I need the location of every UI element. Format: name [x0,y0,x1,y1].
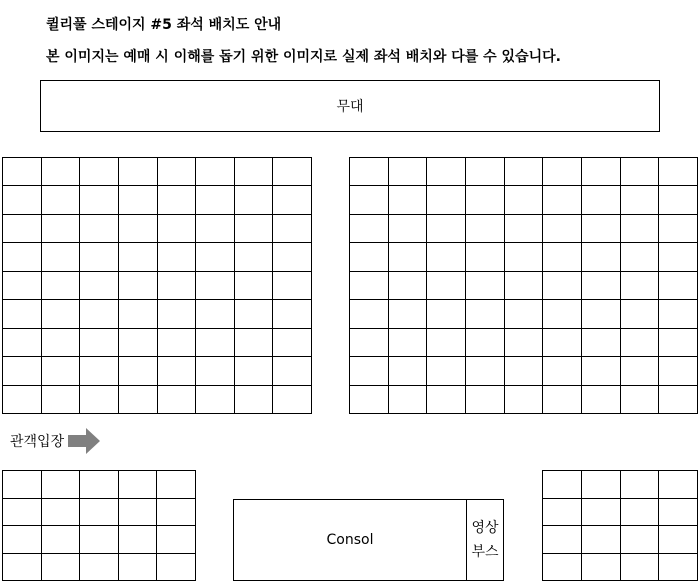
seat [621,386,660,414]
seat [582,357,621,385]
seat [505,272,544,300]
seat [3,526,42,554]
console [233,499,467,581]
seat [427,386,466,414]
seat [80,215,119,243]
entrance [10,428,100,454]
seat [158,329,197,357]
seat [3,300,42,328]
seat [621,215,660,243]
booth-label-line-2: 부스 [471,544,499,560]
seat [273,272,312,300]
seat [582,329,621,357]
seat [582,186,621,214]
seat [427,243,466,271]
seat [582,243,621,271]
seat [621,526,660,554]
seat [582,499,621,527]
seat [543,272,582,300]
seat [119,300,158,328]
seat [196,243,235,271]
seat [158,158,197,186]
seat [389,329,428,357]
seat [543,471,582,499]
seat [158,357,197,385]
seat [3,272,42,300]
seat [42,243,81,271]
seat [235,386,274,414]
seat [621,499,660,527]
seat [235,158,274,186]
seat [659,215,698,243]
seat [466,329,505,357]
seat [505,329,544,357]
seat [196,158,235,186]
seat [42,554,81,582]
seat [196,300,235,328]
stage-label: 무대 [336,99,364,115]
seat [196,272,235,300]
seat [659,243,698,271]
seat [80,499,119,527]
seat [235,186,274,214]
seat [273,243,312,271]
seat [273,329,312,357]
seat [80,386,119,414]
page-title: 퀼리풀 스테이지 #5 좌석 배치도 안내 [46,17,282,33]
seat [80,186,119,214]
seat [621,471,660,499]
seat [659,329,698,357]
seat [3,386,42,414]
seat [582,386,621,414]
seat [582,272,621,300]
seat [158,300,197,328]
seat [42,300,81,328]
seat [389,386,428,414]
seat [543,554,582,582]
stage [40,80,660,132]
seat [3,471,42,499]
seat [543,300,582,328]
entrance-label: 관객입장 [10,434,65,450]
arrow-right-icon [68,428,100,454]
seat [389,158,428,186]
seat [659,526,698,554]
seat-block-rear-left [2,470,196,581]
seat [582,471,621,499]
seat [350,158,389,186]
seat [543,243,582,271]
seat [119,471,158,499]
seat [157,471,196,499]
seat [389,215,428,243]
seat [157,499,196,527]
seat [3,186,42,214]
seat-block-rear-right [542,470,698,581]
seat [80,272,119,300]
seat [543,499,582,527]
seat [350,300,389,328]
seat [3,215,42,243]
seat [582,526,621,554]
seat [235,243,274,271]
seat [119,554,158,582]
seat [427,300,466,328]
seat [119,186,158,214]
seat [119,499,158,527]
seat [42,272,81,300]
seat [157,554,196,582]
seat [3,357,42,385]
seat [466,357,505,385]
seat [80,158,119,186]
seat [621,357,660,385]
console-label: Consol [326,532,374,548]
seat [621,272,660,300]
seat [80,471,119,499]
seat [427,357,466,385]
seat [196,215,235,243]
seat [42,499,81,527]
seat [466,272,505,300]
seat [119,158,158,186]
seat [158,272,197,300]
seat [543,386,582,414]
seat [621,158,660,186]
video-booth [466,499,504,581]
seat [427,329,466,357]
seat [505,243,544,271]
seat [466,386,505,414]
seat [505,215,544,243]
seat [350,186,389,214]
seat [273,215,312,243]
seat [505,186,544,214]
seat [196,329,235,357]
seat [235,357,274,385]
seat [659,357,698,385]
seat [582,300,621,328]
seat [350,272,389,300]
seat [350,215,389,243]
seat [466,300,505,328]
seat [42,526,81,554]
seat-block-front-left [2,157,312,414]
seat [389,186,428,214]
seat [466,243,505,271]
seat [543,186,582,214]
seat [505,300,544,328]
seat [158,186,197,214]
seat [427,186,466,214]
seat-block-front-right [349,157,698,414]
seat [273,300,312,328]
seat [157,526,196,554]
seat [621,243,660,271]
seat [466,158,505,186]
seat [158,243,197,271]
seat [80,554,119,582]
seat [119,357,158,385]
seat [427,272,466,300]
seat [466,186,505,214]
seat [119,272,158,300]
seat [80,243,119,271]
seat [543,357,582,385]
seat [119,386,158,414]
seat [119,215,158,243]
seat [659,186,698,214]
seat [3,554,42,582]
seat [196,186,235,214]
seat [659,272,698,300]
seat [42,471,81,499]
seat [42,186,81,214]
seat [3,329,42,357]
seat [119,243,158,271]
seat [80,329,119,357]
seat [42,386,81,414]
seat [235,272,274,300]
seat [196,357,235,385]
seat [350,386,389,414]
seat [505,386,544,414]
seat [273,186,312,214]
seat [659,554,698,582]
seat [389,243,428,271]
seat [659,471,698,499]
seat [235,215,274,243]
seat [42,357,81,385]
seat [235,329,274,357]
seat [80,526,119,554]
seat [505,158,544,186]
seat [119,526,158,554]
seat [659,499,698,527]
seat [350,357,389,385]
seat [42,158,81,186]
seat [3,243,42,271]
seat [42,215,81,243]
seat [273,158,312,186]
seat [582,554,621,582]
seat [543,158,582,186]
seat [389,300,428,328]
seat [505,357,544,385]
seat [80,357,119,385]
seat [42,329,81,357]
seat [659,158,698,186]
seat [3,499,42,527]
seat [621,186,660,214]
seat [659,386,698,414]
seat [659,300,698,328]
seat [389,357,428,385]
booth-label-line-1: 영상 [471,520,499,536]
seat [621,554,660,582]
seat [582,215,621,243]
seat [119,329,158,357]
seat [273,357,312,385]
seat [621,300,660,328]
seat [158,215,197,243]
seat [543,526,582,554]
seat [543,215,582,243]
seat [80,300,119,328]
seat [582,158,621,186]
seat [427,215,466,243]
seat [466,215,505,243]
seat [621,329,660,357]
seat [273,386,312,414]
seat [196,386,235,414]
seat [543,329,582,357]
notice-text: 본 이미지는 예매 시 이해를 돕기 위한 이미지로 실제 좌석 배치와 다를 수 있습니다. [46,49,561,65]
seat [350,329,389,357]
seat [350,243,389,271]
seat [158,386,197,414]
seat [3,158,42,186]
seat [389,272,428,300]
seat [427,158,466,186]
seat [235,300,274,328]
